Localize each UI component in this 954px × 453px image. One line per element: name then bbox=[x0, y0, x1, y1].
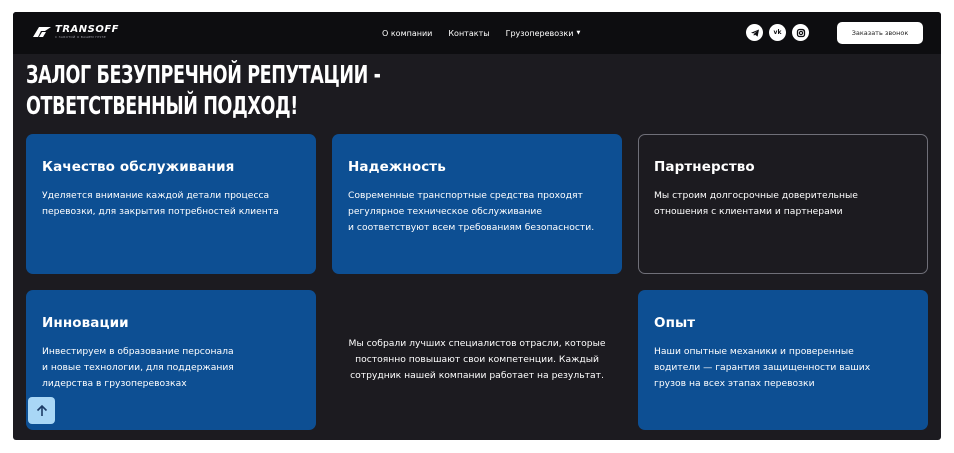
social-links bbox=[746, 24, 809, 41]
nav-contacts[interactable]: Контакты bbox=[448, 28, 490, 38]
card-text: Уделяется внимание каждой детали процесса перевозки, для закрытия потребностей клиента bbox=[42, 190, 279, 217]
logo[interactable] bbox=[33, 24, 119, 40]
vk-glyph: vk bbox=[773, 29, 782, 36]
page-title bbox=[26, 59, 381, 121]
card-title: Инновации bbox=[42, 315, 129, 331]
card-text: Современные транспортные средства проходят регулярное техническое обслуживание и соответствуют всем требованиям безопасности. bbox=[348, 190, 595, 233]
call-request-button[interactable]: Заказать звонок bbox=[837, 22, 923, 44]
team-description: Мы собрали лучших специалистов отрасли, которые постоянно повышают свои компетенции. Каждый сотрудник нашей компании работает на результат. bbox=[348, 338, 606, 381]
feature-card-innovation bbox=[26, 290, 316, 430]
card-text: Мы строим долгосрочные доверительные отношения с клиентами и партнерами bbox=[654, 190, 858, 217]
header bbox=[13, 12, 941, 54]
nav-cargo-label: Грузоперевозки bbox=[505, 28, 574, 38]
chevron-down-icon: ▼ bbox=[576, 30, 581, 36]
title-line-2: ОТВЕТСТВЕННЫЙ ПОДХОД! bbox=[26, 91, 298, 120]
instagram-icon[interactable] bbox=[792, 24, 809, 41]
logo-mark-icon bbox=[33, 27, 51, 37]
scroll-to-top-button[interactable] bbox=[28, 397, 55, 424]
card-title: Партнерство bbox=[654, 159, 755, 175]
logo-subtext: С ЗАБОТОЙ О ВАШЕМ ГРУЗЕ bbox=[55, 35, 107, 39]
main-nav bbox=[382, 12, 580, 54]
nav-cargo-dropdown[interactable] bbox=[506, 29, 581, 38]
card-title: Надежность bbox=[348, 159, 446, 175]
feature-card-experience bbox=[638, 290, 928, 430]
nav-about[interactable]: О компании bbox=[382, 28, 433, 38]
telegram-icon[interactable] bbox=[746, 24, 763, 41]
title-line-1: ЗАЛОГ БЕЗУПРЕЧНОЙ РЕПУТАЦИИ - bbox=[26, 60, 381, 89]
feature-card-quality bbox=[26, 134, 316, 274]
vk-icon[interactable] bbox=[769, 24, 786, 41]
logo-text: TRANSOFF bbox=[55, 24, 119, 35]
feature-card-partnership bbox=[638, 134, 928, 274]
card-text: Инвестируем в образование персонала и новые технологии, для поддержания лидерства в грузоперевозках bbox=[42, 346, 234, 389]
page bbox=[13, 12, 941, 440]
card-title: Опыт bbox=[654, 315, 696, 331]
feature-card-reliability bbox=[332, 134, 622, 274]
card-title: Качество обслуживания bbox=[42, 159, 235, 175]
arrow-up-icon bbox=[35, 404, 49, 418]
card-text: Наши опытные механики и проверенные водители — гарантия защищенности ваших грузов на всех этапах перевозки bbox=[654, 346, 871, 389]
